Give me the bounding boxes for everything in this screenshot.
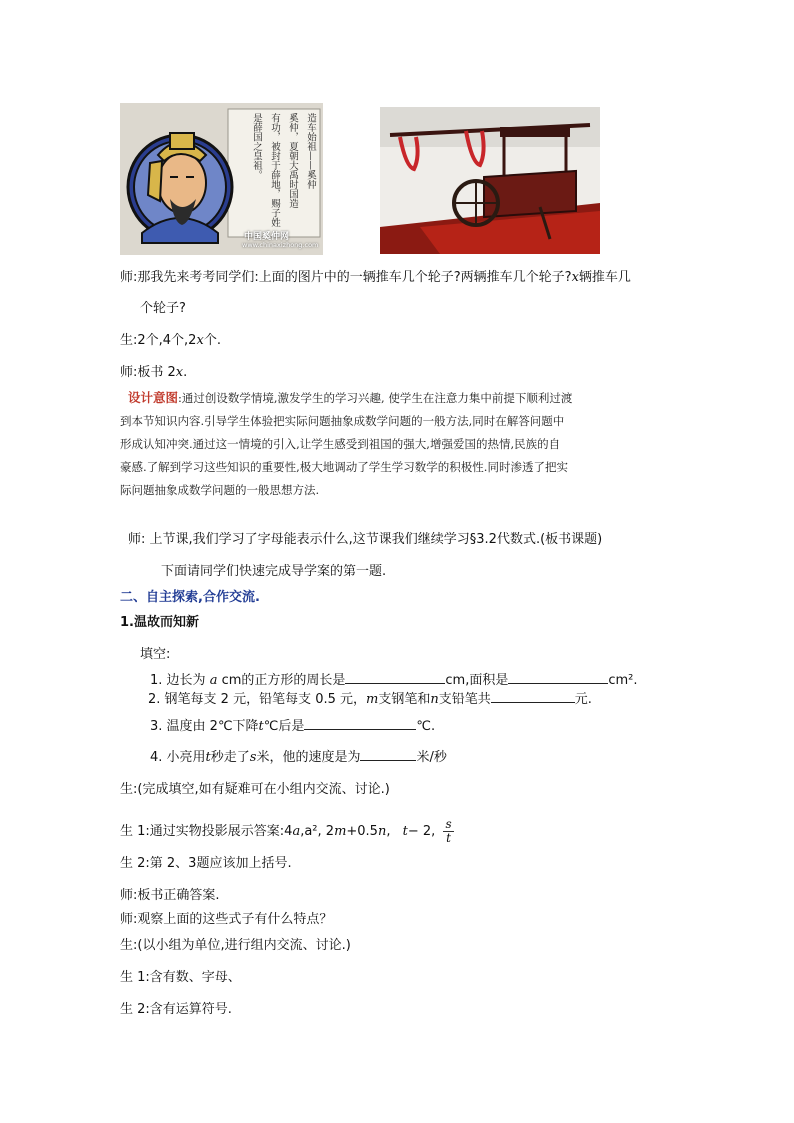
s1-text: − 2, [407,824,436,839]
teacher-question-line [120,268,631,288]
fraction-s-over-t [443,818,453,845]
blank[interactable] [304,717,416,730]
question-4 [150,748,447,768]
student-note: 生:(完成填空,如有疑难可在小组内交流、讨论.) [120,782,390,797]
var-x: x [175,365,184,380]
teacher-intro-2: 下面请同学们快速完成导学案的第一题. [161,564,387,579]
q1-text: 1. 边长为 [150,673,206,688]
student2-point: 生 2:含有运算符号. [120,1002,232,1017]
var-s: s [249,750,257,765]
q4-text: 米，他的速度是为 [256,750,361,765]
var-n: n [377,824,387,839]
var-x: x [196,333,204,348]
teacher-question-tail: 辆推车几 [578,270,631,285]
design-tag: 设计意图 [128,390,179,405]
var-n: n [430,692,439,707]
q2-text: 支钢笔和 [378,692,431,707]
q1-text: cm² [608,673,634,688]
q3-text: ℃后是 [263,719,305,734]
caption-line: 是薛国之皇祖。 [251,113,262,180]
q2-text: 支铅笔共 [438,692,491,707]
q2-text: 元. [574,692,592,707]
student1-answer [120,818,454,845]
student1-point: 生 1:含有数、字母、 [120,970,241,985]
var-t: t [402,824,408,839]
q4-text: 米/秒 [416,750,447,765]
blank[interactable] [345,671,445,684]
question-3 [150,717,435,737]
design-line: 到本节知识内容.引导学生体验把实际问题抽象成数学问题的一般方法,同时在解答问题中 [120,414,565,428]
var-m: m [334,824,347,839]
var-m: m [366,692,379,707]
blank[interactable] [508,671,608,684]
cart-illustration [380,107,600,254]
question-2 [148,690,592,710]
q1-text: . [633,673,638,688]
fraction-numerator: s [445,817,452,831]
caption-line: 有功，被封于薛地，赐子姓 [269,113,280,227]
student-answer: 生:2个,4个,2 [120,333,197,348]
xizhong-portrait-image [120,103,323,255]
blank[interactable] [491,690,575,703]
caption-line: 奚仲，夏朝大禹时国造 [287,113,298,208]
teacher-board-line [120,363,187,383]
teacher-intro: 师: 上节课,我们学习了字母能表示什么,这节课我们继续学习§3.2代数式.(板书课题) [128,532,603,547]
subsection-heading: 1.温故而知新 [120,615,199,630]
teacher-question-line2: 个轮子? [140,301,186,316]
s1-text: +0.5 [346,824,378,839]
design-line: 形成认知冲突.通过这一情境的引入,让学生感受到祖国的强大,增强爱国的热情,民族的自 [120,437,561,451]
s1-text: , [386,824,391,839]
blank[interactable] [360,748,416,761]
student-answer-line [120,331,221,351]
q3-text: ℃. [416,719,436,734]
s1-text: 生 1:通过实物投影展示答案:4 [120,824,293,839]
q1-text: cm,面积是 [445,673,509,688]
var-a: a [292,824,301,839]
student2-comment: 生 2:第 2、3题应该加上括号. [120,856,292,871]
fraction-denominator: t [446,831,451,845]
design-line [128,386,688,410]
section-heading: 二、自主探索,合作交流. [120,590,260,605]
q3-text: 3. 温度由 2℃下降 [150,719,259,734]
var-a: a [209,673,218,688]
var-t: t [205,750,211,765]
teacher-question: 师:那我先来考考同学们:上面的图片中的一辆推车几个轮子?两辆推车几个轮子? [120,270,572,285]
student-answer-tail: 个. [203,333,221,348]
teacher-board: 师:板书 2 [120,365,176,380]
design-text: :通过创设数学情境,激发学生的学习兴趣, 使学生在注意力集中前提下顺利过渡 [178,391,573,405]
var-x: x [571,270,579,285]
ancient-cart-image [380,107,600,254]
q1-text: cm的正方形的周长是 [221,673,346,688]
portrait-caption [234,113,318,233]
q4-text: 秒走了 [210,750,250,765]
teacher-board-correct: 师:板书正确答案. [120,888,220,903]
teacher-question-2: 师:观察上面的这些式子有什么特点？ [120,912,333,927]
watermark: 中国奚仲网 [244,232,290,242]
fill-label: 填空: [140,647,171,662]
q4-text: 4. 小亮用 [150,750,206,765]
caption-line: 造车始祖——奚仲 [305,113,316,189]
teacher-board-tail: . [183,365,188,380]
var-t: t [258,719,264,734]
watermark-url: www.chinaxizhong.com [242,241,319,249]
design-line: 际问题抽象成数学问题的一般思想方法. [120,483,320,497]
question-1 [150,671,638,691]
student-group-discussion: 生:(以小组为单位,进行组内交流、讨论.) [120,938,351,953]
s1-text: ,a², 2 [300,824,335,839]
design-line: 豪感.了解到学习这些知识的重要性,极大地调动了学生学习数学的积极性.同时渗透了把实 [120,460,568,474]
design-intent [120,386,688,502]
q2-text: 2. 钢笔每支 2 元，铅笔每支 0.5 元， [148,692,367,707]
